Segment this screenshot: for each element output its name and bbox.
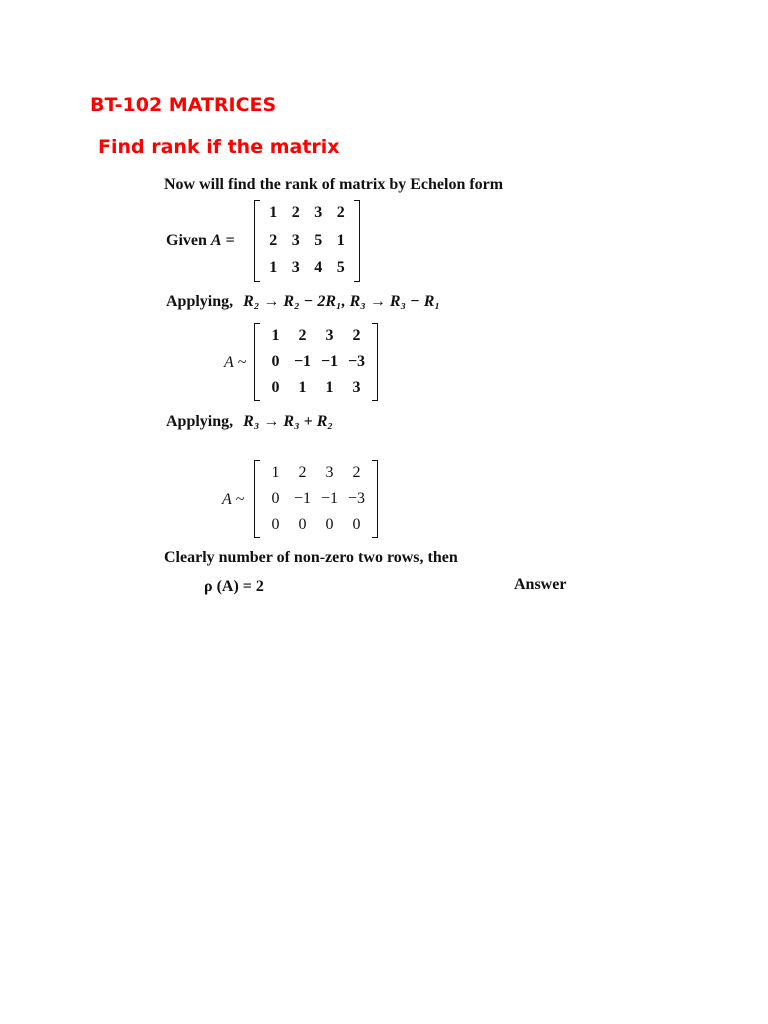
matrix-cell: −3: [347, 352, 366, 370]
matrix-cell: 0: [271, 489, 280, 507]
matrix-cell: 0: [271, 378, 280, 396]
matrix-cell: 2: [269, 231, 278, 249]
matrix-cell: 0: [352, 515, 361, 533]
sim-label-2: [222, 491, 244, 509]
rank-result: ρ (A) = 2: [204, 578, 264, 595]
matrix-cell: 1: [336, 231, 345, 249]
step2-operation: R₃ → R₃ + R₂: [243, 413, 334, 430]
right-bracket: [372, 323, 378, 401]
matrix-cell: 0: [298, 515, 307, 533]
left-bracket: [254, 200, 260, 282]
matrix-cell: 3: [291, 258, 300, 276]
given-word: Given: [166, 232, 207, 249]
step1-line: [166, 293, 440, 311]
matrix-step1: [254, 323, 378, 401]
matrix-cell: 3: [325, 463, 334, 481]
matrix-cell: 3: [291, 231, 300, 249]
matrix-cell: 1: [298, 378, 307, 396]
matrix-step2: [254, 460, 378, 538]
matrix-cell: 0: [271, 515, 280, 533]
answer-label: Answer: [514, 576, 567, 593]
step2-label: Applying,: [166, 413, 234, 430]
right-bracket: [354, 200, 360, 282]
scanned-solution: [150, 168, 620, 608]
step1-operation: R₂ → R₂ − 2R₁, R₃ → R₃ − R₁: [243, 293, 441, 310]
step1-label: Applying,: [166, 293, 234, 310]
matrix-cell: 2: [298, 326, 307, 344]
matrix-cell: 2: [291, 204, 300, 222]
equals-sign: =: [225, 232, 235, 249]
matrix-cell: 1: [325, 378, 334, 396]
matrix-cell: −1: [293, 489, 312, 507]
matrix-cell: 2: [336, 204, 345, 222]
matrix-cell: 2: [352, 326, 361, 344]
matrix-cell: 0: [271, 352, 280, 370]
tilde-sign: ~: [235, 491, 245, 508]
conclusion-text: Clearly number of non-zero two rows, then: [164, 549, 458, 566]
intro-text: Now will find the rank of matrix by Echelon form: [164, 176, 504, 193]
matrix-cell: 5: [336, 258, 345, 276]
matrix-cell: 3: [314, 204, 323, 222]
matrix-cell: −1: [320, 489, 339, 507]
var-a: A: [224, 354, 234, 371]
matrix-cell: −1: [293, 352, 312, 370]
matrix-cell: 3: [325, 326, 334, 344]
sim-label-1: [224, 354, 246, 372]
matrix-cell: −3: [347, 489, 366, 507]
matrix-cell: −1: [320, 352, 339, 370]
matrix-cell: 1: [271, 463, 280, 481]
matrix-cell: 2: [352, 463, 361, 481]
matrix-cell: 1: [271, 326, 280, 344]
left-bracket: [254, 460, 260, 538]
matrix-cell: 5: [314, 231, 323, 249]
matrix-cell: 3: [352, 378, 361, 396]
matrix-cell: 4: [314, 258, 323, 276]
matrix-cell: 0: [325, 515, 334, 533]
matrix-cell: 1: [269, 258, 278, 276]
matrix-cell: 1: [269, 204, 278, 222]
page-subtitle: Find rank if the matrix: [98, 136, 340, 158]
tilde-sign: ~: [237, 354, 247, 371]
page-title: BT-102 MATRICES: [90, 94, 277, 116]
var-a: A: [222, 491, 232, 508]
given-label: [166, 232, 235, 250]
var-a: A: [210, 232, 222, 249]
left-bracket: [254, 323, 260, 401]
step2-line: [166, 413, 333, 431]
right-bracket: [372, 460, 378, 538]
matrix-cell: 2: [298, 463, 307, 481]
matrix-given: [254, 200, 360, 282]
